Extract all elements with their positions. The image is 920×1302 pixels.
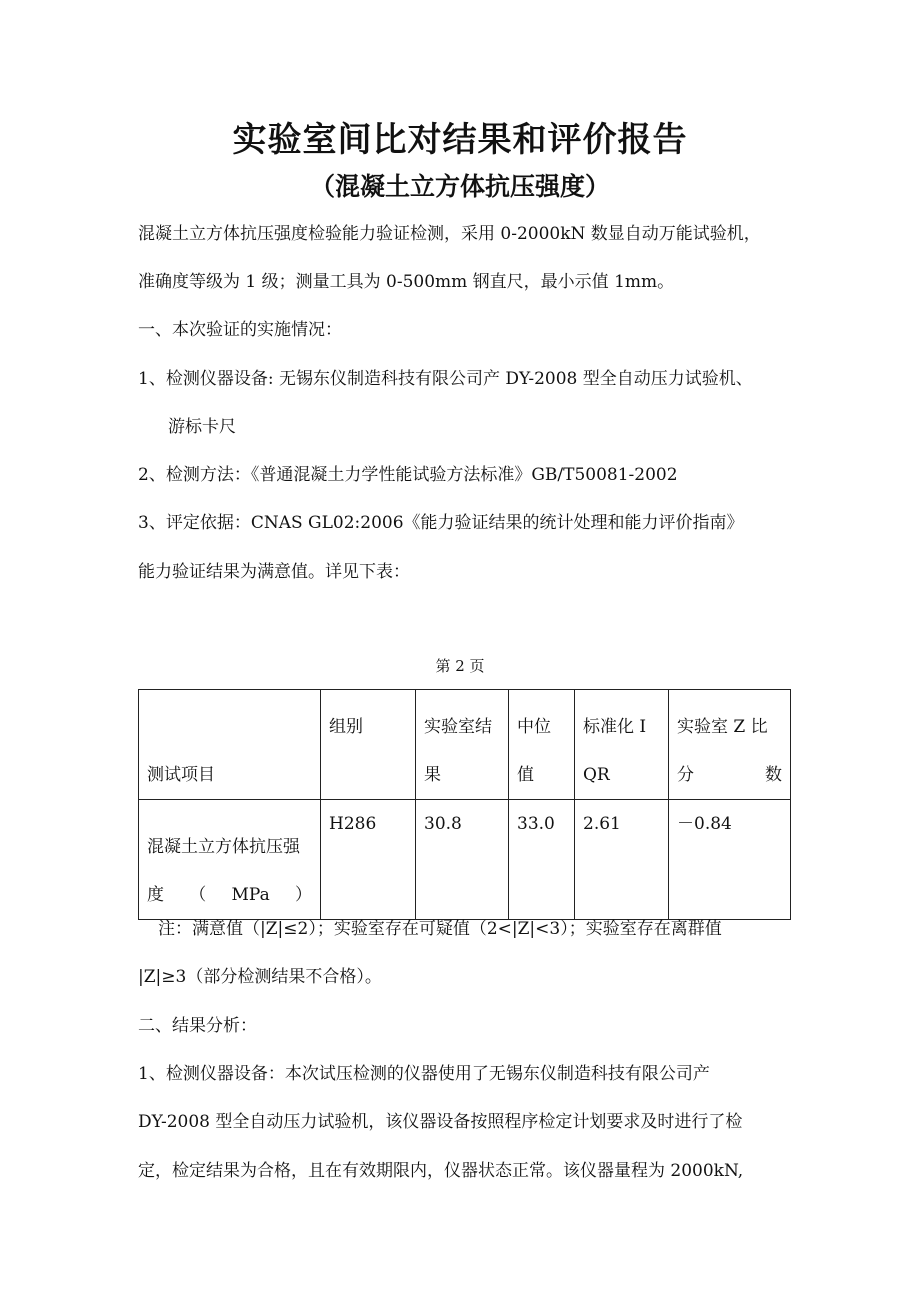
section1-heading: 一、本次验证的实施情况： [138, 320, 342, 340]
note-line-2: |Z|≥3（部分检测结果不合格）。 [138, 967, 382, 987]
table-header-cell: 实验室 Z 比分数 [669, 690, 791, 800]
table-header-cell: 测试项目 [139, 690, 321, 800]
report-title: 实验室间比对结果和评价报告 [232, 120, 688, 160]
table-header-cell: 实验室结果 [416, 690, 509, 800]
table-cell: －0.84 [669, 800, 791, 920]
table-cell: H286 [321, 800, 416, 920]
table-row [139, 800, 791, 920]
table-cell: 33.0 [509, 800, 575, 920]
table-header-cell: 中位值 [509, 690, 575, 800]
section2-line-2: DY-2008 型全自动压力试验机，该仪器设备按照程序检定计划要求及时进行了检 [138, 1112, 743, 1132]
table-header-cell: 组别 [321, 690, 416, 800]
table-header-cell: 标准化 IQR [575, 690, 669, 800]
table-cell: 混凝土立方体抗压强度（MPa） [139, 800, 321, 920]
result-table [138, 689, 791, 920]
note-line-1: 注：满意值（|Z|≤2）；实验室存在可疑值（2<|Z|<3）；实验室存在离群值 [158, 919, 722, 939]
table-cell: 30.8 [416, 800, 509, 920]
section2-heading: 二、结果分析： [138, 1016, 257, 1036]
page-number: 第 2 页 [435, 657, 485, 675]
section1-item-3: 3、评定依据：CNAS GL02:2006《能力验证结果的统计处理和能力评价指南》 [138, 513, 744, 533]
section1-conclusion: 能力验证结果为满意值。详见下表： [138, 562, 410, 582]
section2-line-1: 1、检测仪器设备：本次试压检测的仪器使用了无锡东仪制造科技有限公司产 [138, 1064, 710, 1084]
report-subtitle: （混凝土立方体抗压强度） [309, 172, 610, 201]
intro-line-2: 准确度等级为 1 级；测量工具为 0-500mm 钢直尺，最小示值 1mm。 [138, 272, 675, 292]
section1-item-1-cont: 游标卡尺 [168, 417, 236, 437]
section2-line-3: 定，检定结果为合格，且在有效期限内，仪器状态正常。该仪器量程为 2000kN, [138, 1161, 744, 1181]
section1-item-1: 1、检测仪器设备: 无锡东仪制造科技有限公司产 DY-2008 型全自动压力试验机、 [138, 369, 753, 389]
table-cell: 2.61 [575, 800, 669, 920]
intro-line-1: 混凝土立方体抗压强度检验能力验证检测，采用 0-2000kN 数显自动万能试验机， [138, 224, 761, 244]
table-header-row [139, 690, 791, 800]
section1-item-2: 2、检测方法：《普通混凝土力学性能试验方法标准》GB/T50081-2002 [138, 465, 678, 485]
